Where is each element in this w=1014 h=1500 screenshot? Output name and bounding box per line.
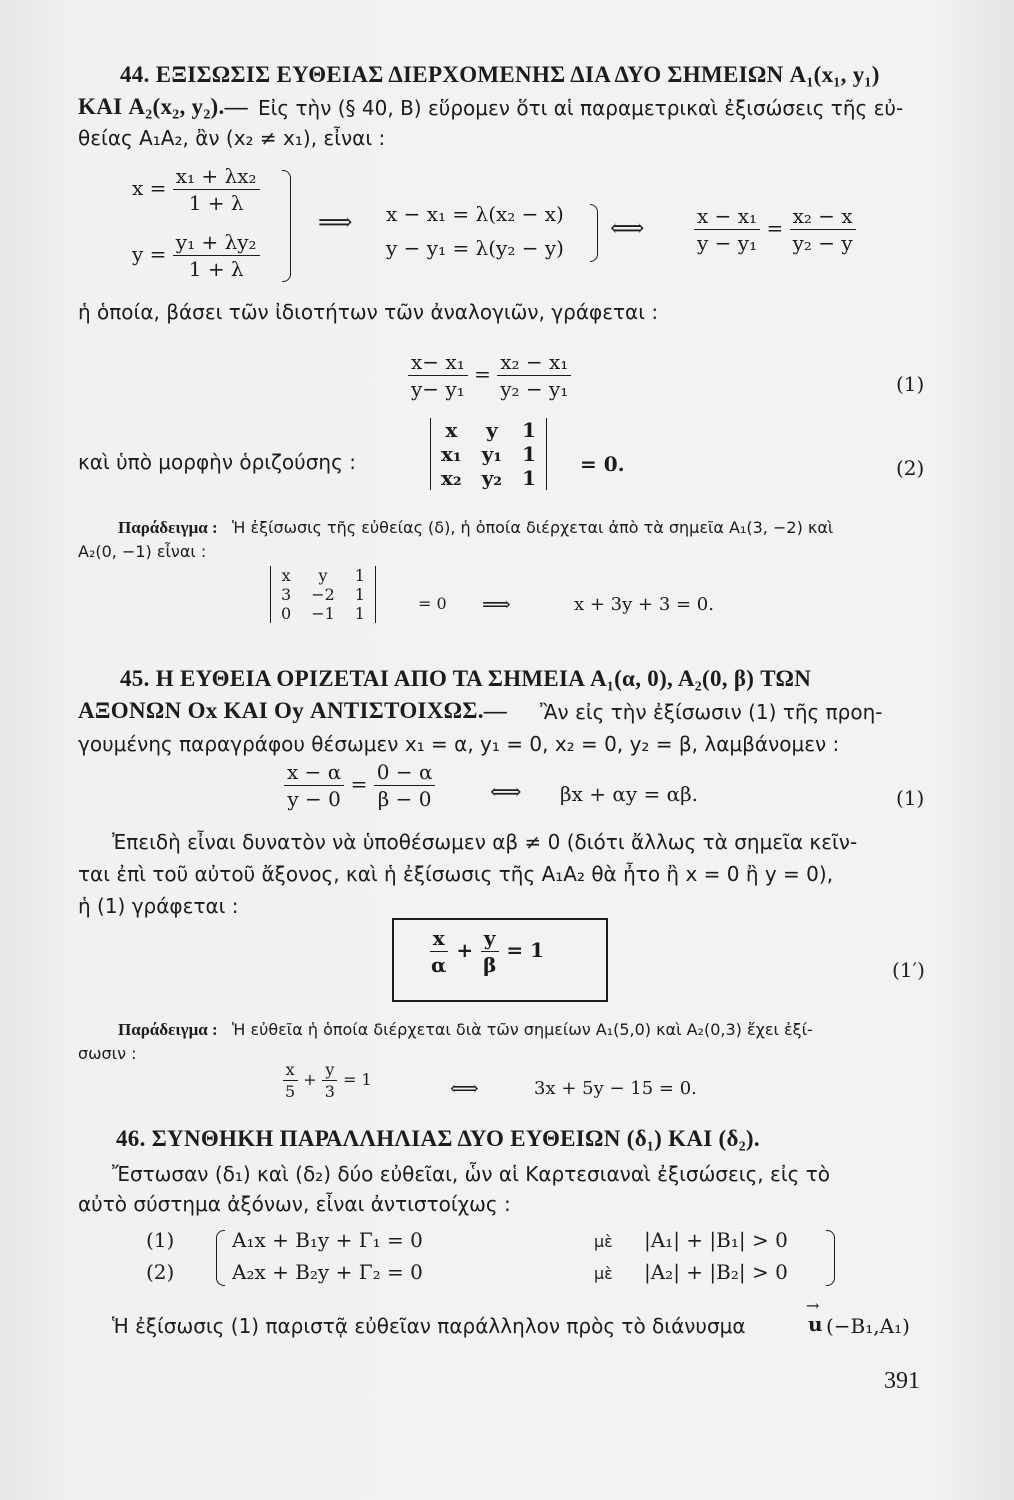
section-44-heading-cont: ΚΑΙ A₂(x₂, y₂).—: [78, 94, 248, 119]
section-45-text: Ἂν εἰς τὴν ἐξίσωσιν (1) τῆς προη-: [540, 700, 883, 724]
example-text: Ἡ ἐξίσωσις τῆς εὐθείας (δ), ἡ ὁποία διέρχεται ἀπὸ τὰ σημεῖα A₁(3, −2) καὶ: [232, 518, 834, 537]
example-determinant-cell: −1: [311, 604, 335, 623]
section-44-heading: 44. ΕΞΙΣΩΣΙΣ ΕΥΘΕΙΑΣ ΔΙΕΡΧΟΜΕΝΗΣ ΔΙΑ ΔΥΟ ΣΗΜΕΙΩΝ A₁(x₁, y₁): [120, 62, 880, 87]
determinant-row: [431, 466, 546, 490]
intercept-ratio: $\frac{x - \alpha}{y - 0}$ = $\frac{0 - \alpha}{\beta - 0}$: [284, 760, 435, 811]
determinant: [430, 418, 547, 490]
example-label: Παράδειγμα :: [118, 518, 218, 537]
determinant-cell: y: [486, 418, 498, 442]
ratio-equation: $\frac{\text{x − x₁}}{\text{y − y₁}}$ = $\frac{\text{x₂ − x}}{\text{y₂ − y}}$: [694, 204, 856, 255]
intercept-result: βx + αy = αβ.: [560, 782, 699, 806]
section-45-text-cont: γουμένης παραγράφου θέσωμεν x₁ = α, y₁ = 0, x₂ = 0, y₂ = β, λαμβάνομεν :: [78, 732, 840, 756]
example-determinant-rhs: = 0: [418, 594, 447, 613]
line-2-condition: |A₂| + |B₂| > 0: [644, 1260, 788, 1284]
vector-arrow: →: [806, 1296, 820, 1315]
determinant-row: [431, 418, 546, 442]
section-45-para-3: ἡ (1) γράφεται :: [78, 894, 239, 918]
example-determinant-cell: 1: [354, 604, 365, 623]
intercept-form: $\frac{x}{\alpha}$ + $\frac{y}{\beta}$ = 1: [431, 926, 544, 977]
with-label-1: μὲ: [594, 1232, 613, 1251]
example-result: x + 3y + 3 = 0.: [574, 594, 714, 615]
section-45-heading-cont: ΑΞΟΝΩΝ Ox ΚΑΙ Oy ΑΝΤΙΣΤΟΙΧΩΣ.—: [78, 698, 508, 723]
example-45-arrow: ⟺: [450, 1076, 479, 1100]
line-1-equation: A₁x + B₁y + Γ₁ = 0: [232, 1228, 423, 1252]
line-2-equation: A₂x + B₂y + Γ₂ = 0: [232, 1260, 423, 1284]
param-y-equation: y = $\frac{\text{y₁ + λy₂}}{1 + \lambda}$: [132, 230, 260, 281]
determinant-cell: x₁: [441, 442, 462, 466]
page-number: 391: [884, 1368, 920, 1394]
section-45-heading: 45. Η ΕΥΘΕΙΑ ΟΡΙΖΕΤΑΙ ΑΠΟ ΤΑ ΣΗΜΕΙΑ A₁(α, 0), A₂(0, β) ΤΩΝ: [120, 666, 812, 691]
section-44-intro: Εἰς τὴν (§ 40, Β) εὕρομεν ὅτι αἱ παραμετρικαὶ ἐξισώσεις τῆς εὐ-: [258, 96, 904, 120]
param-y-fraction: $\frac{\text{y₁ + λy₂}}{1 + \lambda}$: [173, 230, 260, 281]
example-determinant-cell: 1: [354, 585, 365, 604]
vector-components: (−B₁,A₁): [826, 1314, 910, 1338]
relation-brace: [590, 204, 598, 262]
example-45-text: Ἡ εὐθεῖα ἡ ὁποία διέρχεται διὰ τῶν σημείων A₁(5,0) καὶ A₂(0,3) ἔχει ἐξί-: [232, 1020, 813, 1039]
determinant-rhs: = 0.: [580, 452, 625, 476]
equiv-arrow: ⟺: [610, 214, 645, 242]
implies-arrow: ⟹: [318, 208, 353, 236]
section-46-heading: 46. ΣΥΝΘΗΚΗ ΠΑΡΑΛΛΗΛΙΑΣ ΔΥΟ ΕΥΘΕΙΩΝ (δ₁) ΚΑΙ (δ₂).: [116, 1126, 760, 1151]
example-determinant-row: [271, 604, 375, 623]
example-determinant-cell: 1: [354, 566, 365, 585]
example-determinant: [270, 566, 376, 623]
example-determinant-cell: x: [281, 566, 291, 585]
determinant-cell: x: [445, 418, 458, 442]
condition-brace: [826, 1230, 835, 1286]
example-determinant-cell: 0: [281, 604, 292, 623]
determinant-cell: 1: [522, 418, 536, 442]
example-45-text-cont: σωσιν :: [78, 1044, 137, 1063]
lines-system-brace: [216, 1230, 225, 1286]
determinant-cell: 1: [522, 466, 536, 490]
equation-tag-45-1p: (1′): [892, 958, 925, 982]
line-1-condition: |A₁| + |B₁| > 0: [644, 1228, 788, 1252]
example-determinant-cell: y: [318, 566, 328, 585]
section-45-para-1: Ἐπειδὴ εἶναι δυνατὸν νὰ ὑποθέσωμεν αβ ≠ 0 (διότι ἄλλως τὰ σημεῖα κεῖν-: [112, 830, 858, 854]
example-determinant-row: [271, 585, 375, 604]
example-45-result: 3x + 5y − 15 = 0.: [534, 1078, 697, 1099]
equation-tag-2: (2): [896, 456, 925, 480]
determinant-text: καὶ ὑπὸ μορφὴν ὁριζούσης :: [78, 450, 356, 474]
equation-tag-1: (1): [896, 372, 925, 396]
example-text-cont: A₂(0, −1) εἶναι :: [78, 542, 207, 561]
section-46-last-line: Ἡ ἐξίσωσις (1) παριστᾷ εὐθεῖαν παράλληλον πρὸς τὸ διάνυσμα: [112, 1314, 746, 1338]
equation-tag-45-1: (1): [896, 786, 925, 810]
example-determinant-cell: −2: [311, 585, 335, 604]
intercept-arrow: ⟺: [490, 780, 522, 805]
example-45-equation: $\frac{x}{5}$ + $\frac{y}{3}$ = 1: [282, 1060, 372, 1101]
equation-tag-46-2: (2): [146, 1260, 175, 1284]
section-44-intro-cont: θείας A₁A₂, ἂν (x₂ ≠ x₁), εἶναι :: [78, 126, 386, 150]
with-label-2: μὲ: [594, 1264, 613, 1283]
example-45-label: Παράδειγμα :: [118, 1020, 218, 1039]
section-46-para-1: Ἔστωσαν (δ₁) καὶ (δ₂) δύο εὐθεῖαι, ὧν αἱ Καρτεσιαναὶ ἐξισώσεις, εἰς τὸ: [112, 1162, 830, 1186]
section-46-para-2: αὐτὸ σύστημα ἀξόνων, εἶναι ἀντιστοίχως :: [78, 1192, 511, 1216]
proportion-text: ἡ ὁποία, βάσει τῶν ἰδιοτήτων τῶν ἀναλογιῶν, γράφεται :: [78, 300, 659, 324]
determinant-cell: 1: [522, 442, 536, 466]
param-x-fraction: $\frac{\text{x₁ + λx₂}}{1 + \lambda}$: [173, 164, 260, 215]
determinant-cell: y₁: [481, 442, 503, 466]
system-brace: [282, 170, 291, 282]
example-determinant-cell: 3: [281, 585, 292, 604]
vector-u: u: [808, 1312, 823, 1336]
relation-y: y − y₁ = λ(y₂ − y): [386, 236, 564, 260]
example-arrow: ⟹: [482, 592, 511, 616]
determinant-cell: x₂: [441, 466, 462, 490]
equation-tag-46-1: (1): [146, 1228, 175, 1252]
relation-x: x − x₁ = λ(x₂ − x): [386, 202, 564, 226]
section-45-para-2: ται ἐπὶ τοῦ αὐτοῦ ἄξονος, καὶ ἡ ἐξίσωσις τῆς A₁A₂ θὰ ἦτο ἢ x = 0 ἢ y = 0),: [78, 862, 834, 886]
example-determinant-row: [271, 566, 375, 585]
determinant-row: [431, 442, 546, 466]
two-point-equation: $\frac{\text{x− x₁}}{\text{y− y₁}}$ = $\frac{\text{x₂ − x₁}}{\text{y₂ − y₁}}$: [408, 350, 571, 401]
determinant-cell: y₂: [481, 466, 503, 490]
param-x-equation: x = $\frac{\text{x₁ + λx₂}}{1 + \lambda}$: [132, 164, 260, 215]
